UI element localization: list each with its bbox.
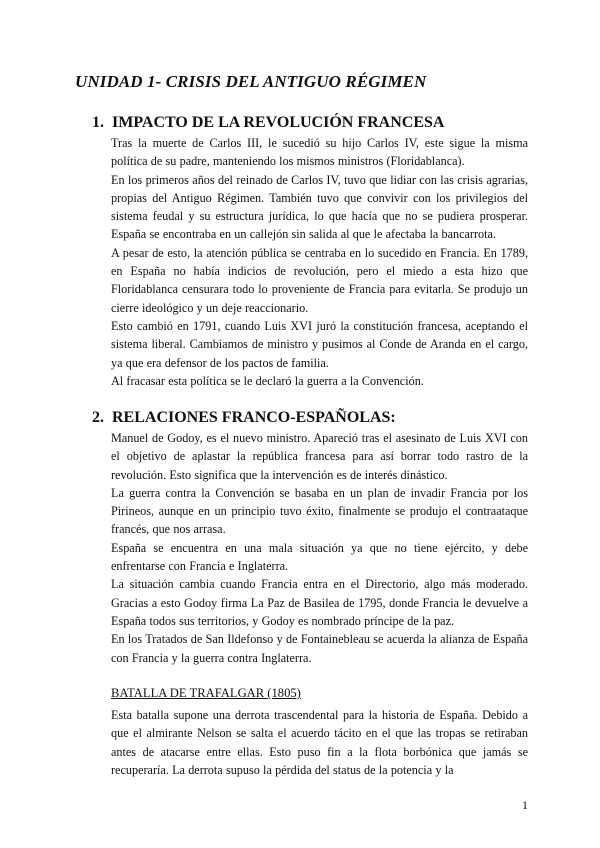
paragraph: Tras la muerte de Carlos III, le sucedió su hijo Carlos IV, este sigue la misma política de su padre, manteniendo los mismos ministros (Floridablanca). (111, 136, 528, 169)
paragraph: Manuel de Godoy, es el nuevo ministro. Apareció tras el asesinato de Luis XVI con el objetivo de aplastar la república francesa para así borrar todo rastro de la revolución. Esto significa que la intervención es de interés dinástico. (111, 431, 528, 482)
section-heading-2 (92, 409, 396, 427)
section-title: IMPACTO DE LA REVOLUCIÓN FRANCESA (112, 114, 445, 131)
paragraph: La situación cambia cuando Francia entra en el Directorio, algo más moderado. Gracias a esto Godoy firma La Paz de Basilea de 1795, donde Francia le devuelve a España todos sus territorios, y Godoy es nombrado príncipe de la paz. (111, 577, 528, 628)
section-2-body (111, 429, 528, 667)
page-number: 1 (522, 798, 528, 812)
section-1-body (111, 134, 528, 390)
unit-title: UNIDAD 1- CRISIS DEL ANTIGUO RÉGIMEN (75, 72, 427, 91)
section-title: RELACIONES FRANCO-ESPAÑOLAS: (112, 409, 396, 426)
paragraph: Esto cambió en 1791, cuando Luis XVI juró la constitución francesa, aceptando el sistema liberal. Cambiamos de ministro y pusimos al Conde de Aranda en el cargo, ya que era defensor de los pactos de familia. (111, 318, 528, 370)
paragraph: Al fracasar esta política se le declaró la guerra a la Convención. (111, 373, 424, 388)
paragraph: En los Tratados de San Ildefonso y de Fontainebleau se acuerda la alianza de España con Francia y la guerra contra Inglaterra. (111, 632, 528, 665)
section-number: 1. (92, 114, 104, 131)
paragraph: Esta batalla supone una derrota trascendental para la historia de España. Debido a que el almirante Nelson se salta el acuerdo tácito en el que las tropas se retiraban antes de atacarse entre ellas. Esto puso fin a la flota borbónica que jamás se recuperaría. La derrota supuso la pérdida del status de la potencia y la (111, 708, 528, 777)
paragraph: La guerra contra la Convención se basaba en un plan de invadir Francia por los Pirineos, aunque en un principio tuvo éxito, finalmente se produjo el contraataque francés, que nos arrasa. (111, 485, 528, 537)
paragraph: España se encuentra en una mala situación ya que no tiene ejército, y debe enfrentarse con Francia e Inglaterra. (111, 540, 528, 574)
subsection-heading: BATALLA DE TRAFALGAR (1805) (111, 686, 301, 700)
paragraph: A pesar de esto, la atención pública se centraba en lo sucedido en Francia. En 1789, en España no había indicios de revolución, pero el miedo a esta hizo que Floridablanca censurara todo lo proveniente de Francia para evitarla. Se produjo un cierre ideológico y un deje reaccionario. (111, 245, 528, 315)
section-number: 2. (92, 409, 104, 426)
paragraph: En los primeros años del reinado de Carlos IV, tuvo que lidiar con las crisis agrarias, propias del Antiguo Régimen. También tuvo que convivir con los privilegios del sistema feudal y su estructura jurídica, lo que hacía que no se pudiera prosperar. España se encontraba en un callejón sin salida al que le afectaba la bancarrota. (111, 172, 528, 242)
section-heading-1 (92, 114, 444, 132)
subsection-body (111, 706, 528, 779)
